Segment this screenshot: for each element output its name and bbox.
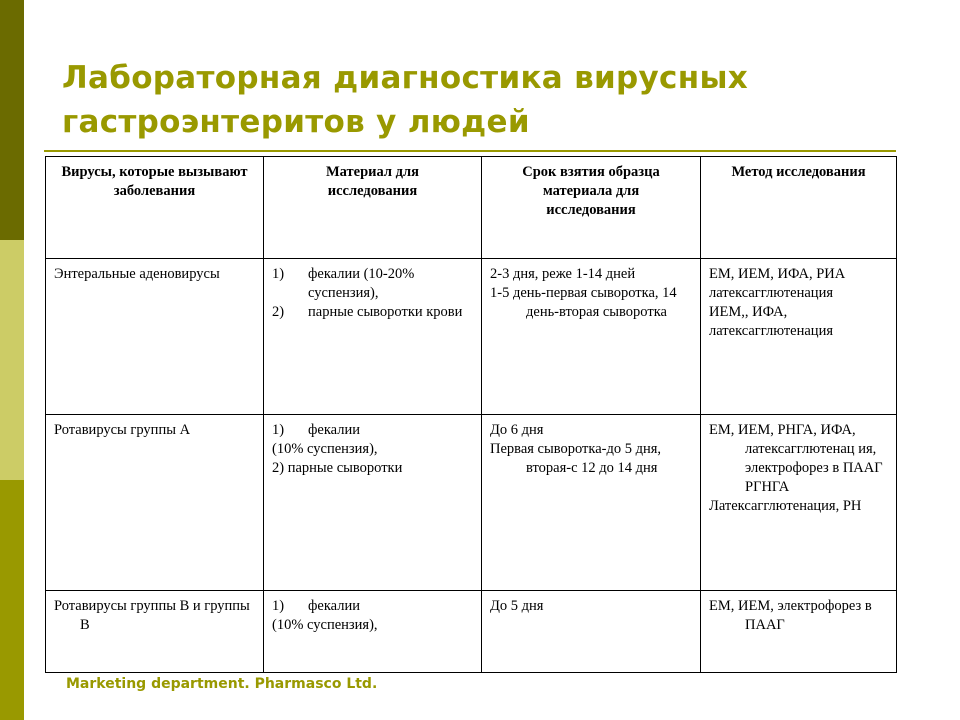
- term-text: 1-5 день-первая сыворотка, 14 день-вторая сыворотка: [490, 285, 677, 320]
- side-bar-dark: [0, 0, 24, 240]
- table-row: [46, 259, 897, 415]
- cell-term: [482, 591, 701, 673]
- column-header-material: Материал для исследования: [264, 157, 482, 259]
- cell-material: [264, 259, 482, 415]
- table-header-row: [46, 157, 897, 259]
- side-bar-light: [0, 240, 24, 480]
- diagnostics-table: [45, 156, 897, 673]
- list-item: 1) фекалии: [272, 597, 473, 616]
- list-item: 1) фекалии: [272, 421, 473, 440]
- method-text: ЕМ, ИЕМ, ИФА, РИА: [709, 266, 846, 282]
- virus-name: Энтеральные аденовирусы: [54, 266, 220, 282]
- material-item: фекалии: [308, 598, 360, 614]
- table-row: [46, 591, 897, 673]
- material-item: (10% суспензия),: [272, 617, 378, 633]
- slide-title: [62, 56, 922, 144]
- title-line-2: гастроэнтеритов у людей: [62, 104, 530, 140]
- list-item: 2) парные сыворотки крови: [272, 303, 473, 322]
- cell-virus: [46, 259, 264, 415]
- cell-material: [264, 415, 482, 591]
- method-text: ЕМ, ИЕМ, РНГА, ИФА, латексагглютенац ия, электрофорез в ПААГ РГНГА: [709, 422, 883, 495]
- material-item: парные сыворотки крови: [308, 304, 463, 320]
- virus-name: Ротавирусы группы А: [54, 422, 191, 438]
- title-underline: [44, 150, 896, 152]
- list-item: 1) фекалии (10-20% суспензия),: [272, 265, 473, 303]
- cell-virus: [46, 415, 264, 591]
- term-text: До 5 дня: [490, 598, 544, 614]
- material-item: 2) парные сыворотки: [272, 460, 403, 476]
- side-bar-medium: [0, 480, 24, 720]
- method-text: латексагглютенация: [709, 285, 833, 301]
- column-header-term: Срок взятия образца материала для исследования: [482, 157, 701, 259]
- cell-material: [264, 591, 482, 673]
- method-text: латексагглютенация: [709, 323, 833, 339]
- table-row: [46, 415, 897, 591]
- footer-text: Marketing department. Pharmasco Ltd.: [66, 676, 378, 692]
- cell-method: [701, 259, 897, 415]
- cell-method: [701, 415, 897, 591]
- cell-term: [482, 415, 701, 591]
- cell-term: [482, 259, 701, 415]
- virus-name: Ротавирусы группы В и группы В: [54, 598, 250, 633]
- column-header-virus: Вирусы, которые вызывают заболевания: [46, 157, 264, 259]
- term-text: Первая сыворотка-до 5 дня, вторая-с 12 до 14 дня: [490, 441, 662, 476]
- term-text: 2-3 дня, реже 1-14 дней: [490, 266, 636, 282]
- material-item: фекалии (10-20% суспензия),: [308, 266, 415, 301]
- material-item: фекалии: [308, 422, 360, 438]
- method-text: ИЕМ,, ИФА,: [709, 304, 788, 320]
- material-item: (10% суспензия),: [272, 441, 378, 457]
- title-line-1: Лабораторная диагностика вирусных: [62, 60, 749, 96]
- method-text: Латексагглютенация, РН: [709, 498, 862, 514]
- method-text: ЕМ, ИЕМ, электрофорез в ПААГ: [709, 598, 872, 633]
- column-header-method: Метод исследования: [701, 157, 897, 259]
- term-text: До 6 дня: [490, 422, 544, 438]
- cell-method: [701, 591, 897, 673]
- cell-virus: [46, 591, 264, 673]
